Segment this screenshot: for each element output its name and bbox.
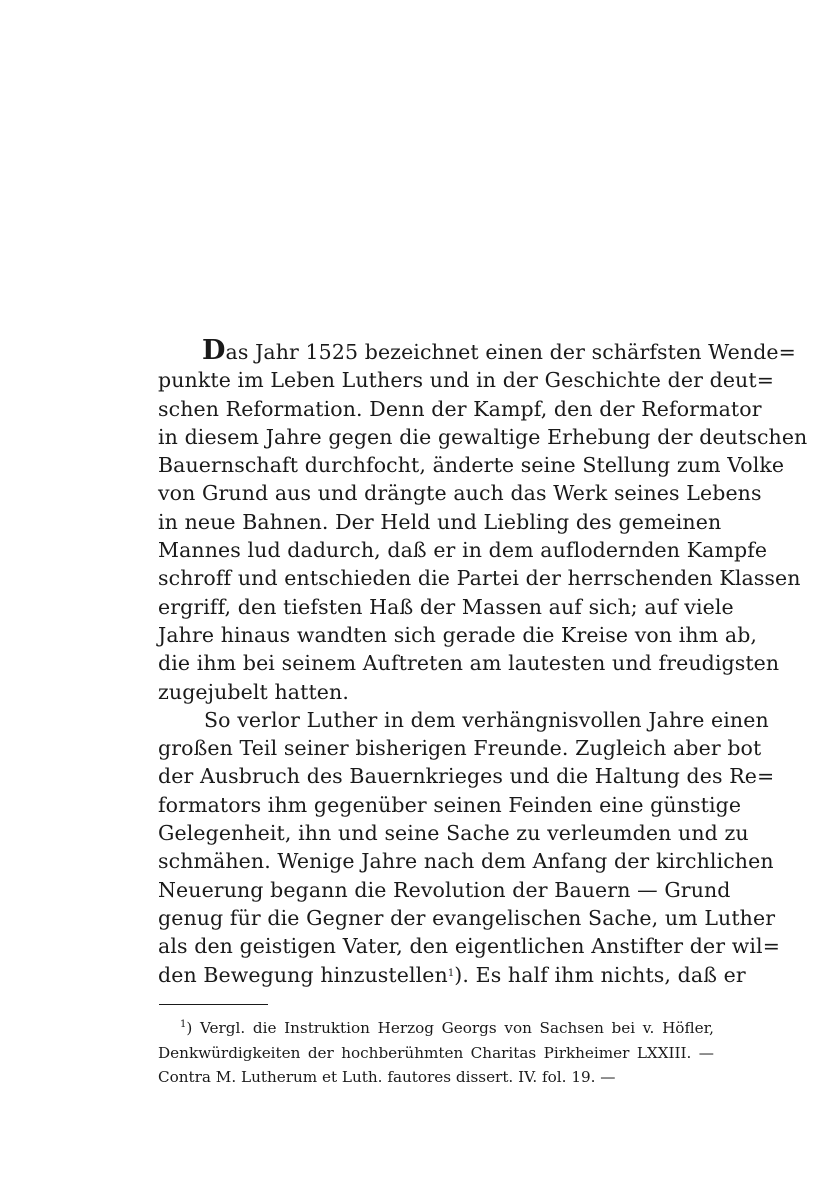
footnote-line-2: Denkwürdigkeiten der hochberühmten Charitas Pirkheimer LXXIII. — bbox=[158, 1043, 714, 1062]
paragraph-1-line: Jahre hinaus wandten sich gerade die Kreise von ihm ab, bbox=[158, 622, 758, 647]
paragraph-1-line: in diesem Jahre gegen die gewaltige Erhebung der deutschen bbox=[158, 424, 808, 449]
paragraph-2-last-line-end: ). Es half ihm nichts, daß er bbox=[454, 962, 746, 987]
paragraph-2-line: schmähen. Wenige Jahre nach dem Anfang der kirchlichen bbox=[158, 849, 774, 874]
paragraph-1-line: ergriff, den tiefsten Haß der Massen auf sich; auf viele bbox=[158, 594, 734, 619]
paragraph-2-last-line-start: den Bewegung hinzustellen bbox=[158, 962, 448, 987]
drop-cap: D bbox=[202, 335, 226, 366]
paragraph-2-line: Gelegenheit, ihn und seine Sache zu verleumden und zu bbox=[158, 821, 749, 846]
footnote-line-1-text: ) Vergl. die Instruktion Herzog Georgs von Sachsen bei v. Höfler, bbox=[186, 1019, 714, 1037]
paragraph-1-line: die ihm bei seinem Auftreten am lautesten und freudigsten bbox=[158, 651, 780, 676]
paragraph-2-line: genug für die Gegner der evangelischen Sache, um Luther bbox=[158, 905, 776, 930]
paragraph-1-line: schroff und entschieden die Partei der herrschenden Klassen bbox=[158, 566, 801, 591]
paragraph-2-first-line: So verlor Luther in dem verhängnisvollen Jahre einen bbox=[204, 707, 769, 732]
footnote-line-3: Contra M. Lutherum et Luth. fautores dissert. IV. fol. 19. — bbox=[158, 1068, 616, 1086]
paragraph-1-line: punkte im Leben Luthers und in der Geschichte der deut= bbox=[158, 368, 774, 393]
paragraph-1-line: von Grund aus und drängte auch das Werk seines Lebens bbox=[158, 481, 762, 506]
paragraph-1-line: schen Reformation. Denn der Kampf, den der Reformator bbox=[158, 396, 762, 421]
paragraph-1-first-line-text: as Jahr 1525 bezeichnet einen der schärfsten Wende= bbox=[225, 340, 796, 364]
paragraph-2-last-line bbox=[158, 961, 746, 989]
paragraph-2-line: großen Teil seiner bisherigen Freunde. Zugleich aber bot bbox=[158, 736, 762, 761]
paragraph-2-line: Neuerung begann die Revolution der Bauern — Grund bbox=[158, 877, 731, 902]
footnote-reference-mark: 1 bbox=[447, 967, 455, 979]
paragraph-1-line: Mannes lud dadurch, daß er in dem auflodernden Kampfe bbox=[158, 538, 768, 563]
paragraph-1-line: in neue Bahnen. Der Held und Liebling des gemeinen bbox=[158, 509, 722, 534]
paragraph-1-line-1 bbox=[158, 335, 796, 366]
paragraph-2-line: formators ihm gegenüber seinen Feinden eine günstige bbox=[158, 792, 742, 817]
footnote-block bbox=[158, 1016, 714, 1090]
footnote-line-1 bbox=[158, 1016, 714, 1041]
paragraph-1-last-line: zugejubelt hatten. bbox=[158, 679, 349, 704]
footnote-separator-rule bbox=[159, 1004, 268, 1005]
body-text bbox=[158, 335, 808, 989]
paragraph-2-line: der Ausbruch des Bauernkrieges und die Haltung des Re= bbox=[158, 764, 775, 789]
paragraph-1-line: Bauernschaft durchfocht, änderte seine Stellung zum Volke bbox=[158, 453, 785, 478]
footnote-mark: 1 bbox=[180, 1019, 187, 1030]
paragraph-2-line: als den geistigen Vater, den eigentlichen Anstifter der wil= bbox=[158, 934, 780, 959]
